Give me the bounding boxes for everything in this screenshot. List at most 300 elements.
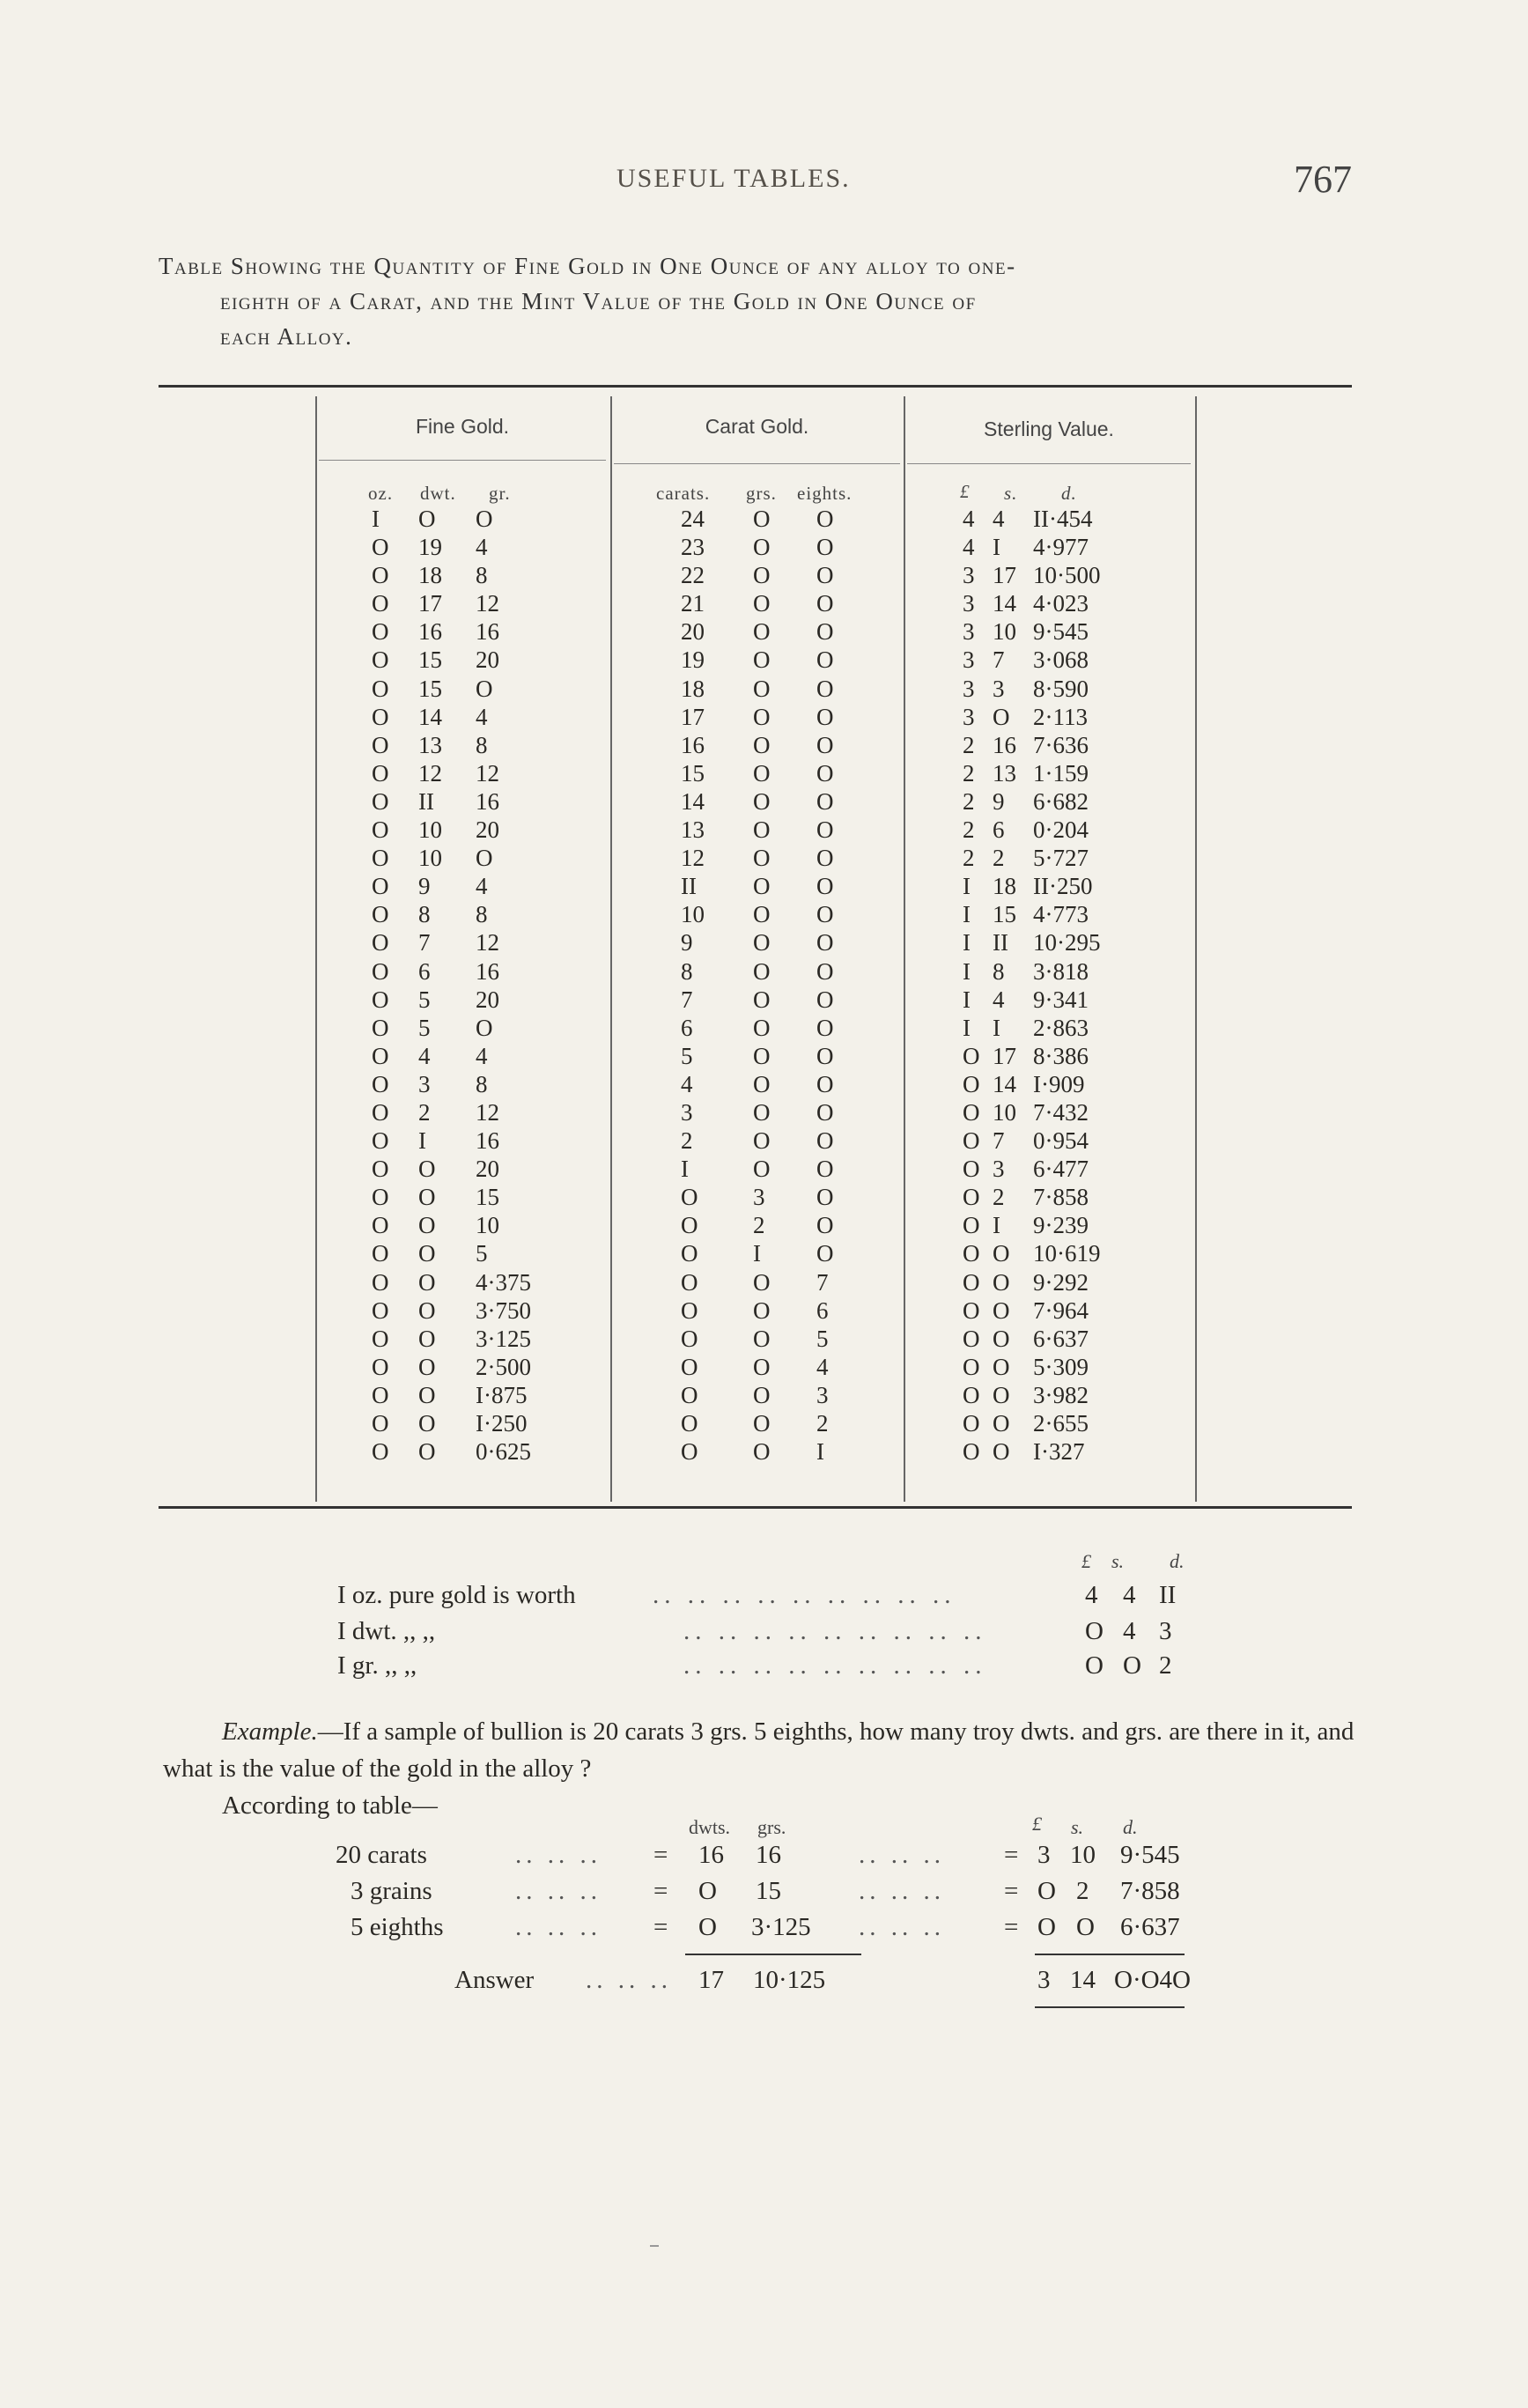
table-row <box>0 1071 1528 1099</box>
cell-sterling-pence: 4·977 <box>1033 534 1089 561</box>
cell-sterling-shillings: 14 <box>993 1070 1016 1097</box>
cell-carats: 4 <box>681 1070 693 1097</box>
cell-fine-oz: O <box>372 731 389 758</box>
answer-shillings: 14 <box>1070 1966 1096 1994</box>
example-paragraph <box>163 1713 1361 1824</box>
cell-sterling-pence: 5·309 <box>1033 1353 1089 1380</box>
cell-fine-oz: O <box>372 646 389 674</box>
cell-sterling-pounds: O <box>963 1268 980 1296</box>
cell-fine-dwt: 17 <box>418 590 442 617</box>
cell-sterling-pence: 7·432 <box>1033 1098 1089 1126</box>
cell-fine-oz: I <box>372 506 380 532</box>
cell-sterling-pence: 7·858 <box>1033 1184 1089 1211</box>
col-head-fine-gold: Fine Gold. <box>415 415 510 438</box>
cell-sterling-shillings: O <box>993 1240 1010 1267</box>
table-bottom-rule <box>159 1506 1352 1509</box>
cell-sterling-pence: 2·113 <box>1033 703 1088 730</box>
cell-carats: 16 <box>681 731 705 758</box>
cell-carats: 14 <box>681 787 705 815</box>
cell-fine-gr: O <box>476 506 493 532</box>
cell-sterling-pence: 3·068 <box>1033 646 1089 674</box>
worth-pence: 2 <box>1159 1651 1172 1680</box>
cell-sterling-pence: 9·239 <box>1033 1212 1089 1239</box>
worth-label: I dwt. ,, ,, <box>337 1617 436 1645</box>
cell-sterling-shillings: 8 <box>993 957 1005 985</box>
cell-fine-gr: 20 <box>476 1156 499 1183</box>
cell-fine-gr: 0·625 <box>476 1438 531 1466</box>
cell-carat-eighths: 2 <box>816 1410 829 1437</box>
cell-carat-grs: O <box>753 675 771 702</box>
cell-carats: 24 <box>681 506 705 532</box>
worth-shillings: 4 <box>1123 1581 1136 1609</box>
cell-carats: 23 <box>681 534 705 561</box>
table-row <box>0 590 1528 618</box>
table-top-rule <box>159 385 1352 388</box>
table-row <box>0 732 1528 760</box>
worth-shillings: O <box>1123 1651 1141 1680</box>
example-according: According to table— <box>222 1791 438 1820</box>
cell-sterling-pounds: O <box>963 1098 980 1126</box>
cell-fine-dwt: 5 <box>418 986 431 1013</box>
leader-dots: .. .. .. <box>859 1913 945 1941</box>
cell-sterling-pence: 2·863 <box>1033 1014 1089 1041</box>
cell-carat-eighths: O <box>816 675 834 702</box>
cell-carat-grs: O <box>753 590 771 617</box>
cell-fine-dwt: 9 <box>418 873 431 900</box>
table-row <box>0 1410 1528 1438</box>
cell-sterling-pence: 4·773 <box>1033 901 1089 928</box>
cell-carat-grs: O <box>753 534 771 561</box>
cell-sterling-shillings: O <box>993 703 1010 730</box>
cell-sterling-shillings: 2 <box>993 845 1005 872</box>
cell-fine-dwt: 5 <box>418 1014 431 1041</box>
cell-fine-gr: 2·500 <box>476 1353 531 1380</box>
cell-fine-gr: 5 <box>476 1240 488 1267</box>
answer-rule <box>1035 1954 1185 1955</box>
cell-sterling-pounds: 2 <box>963 845 975 872</box>
cell-carat-grs: O <box>753 986 771 1013</box>
cell-carat-grs: O <box>753 1296 771 1324</box>
cell-sterling-pence: 6·477 <box>1033 1156 1089 1183</box>
subhead-eighths: eights. <box>797 483 853 504</box>
worth-head-pounds: £ <box>1081 1550 1091 1572</box>
cell-carats: 7 <box>681 986 693 1013</box>
cell-carat-grs: O <box>753 1381 771 1408</box>
cell-sterling-pence: 7·964 <box>1033 1296 1089 1324</box>
cell-carats: O <box>681 1410 698 1437</box>
cell-sterling-shillings: 4 <box>993 506 1005 532</box>
cell-sterling-shillings: I <box>993 1014 1000 1041</box>
cell-sterling-shillings: 10 <box>993 618 1016 646</box>
cell-carat-eighths: 4 <box>816 1353 829 1380</box>
leader-dots: .. .. .. .. .. .. .. .. .. <box>683 1651 987 1680</box>
cell-carat-grs: I <box>753 1240 761 1267</box>
cell-fine-oz: O <box>372 1127 389 1155</box>
cell-fine-oz: O <box>372 1042 389 1069</box>
cell-sterling-pence: 10·295 <box>1033 929 1101 957</box>
worth-pence: 3 <box>1159 1617 1172 1645</box>
cell-carats: O <box>681 1296 698 1324</box>
cell-fine-oz: O <box>372 1070 389 1097</box>
cell-carat-grs: 3 <box>753 1184 765 1211</box>
cell-sterling-pence: 7·636 <box>1033 731 1089 758</box>
cell-carat-eighths: O <box>816 1156 834 1183</box>
example-row-label: 3 grains <box>351 1877 432 1905</box>
subhead-shillings: s. <box>1004 483 1018 504</box>
cell-sterling-pounds: O <box>963 1042 980 1069</box>
cell-carats: 9 <box>681 929 693 957</box>
answer-grs: 10·125 <box>753 1966 826 1994</box>
cell-fine-gr: 8 <box>476 1070 488 1097</box>
example-pence: 9·545 <box>1120 1841 1180 1869</box>
worth-head-pence: d. <box>1170 1550 1185 1572</box>
cell-sterling-pence: 4·023 <box>1033 590 1089 617</box>
cell-fine-dwt: 10 <box>418 845 442 872</box>
cell-fine-oz: O <box>372 534 389 561</box>
cell-sterling-pence: II·454 <box>1033 506 1093 532</box>
subhead-pounds: £ <box>960 481 971 502</box>
cell-carat-grs: O <box>753 1070 771 1097</box>
cell-carats: 18 <box>681 675 705 702</box>
cell-fine-oz: O <box>372 986 389 1013</box>
cell-fine-dwt: 16 <box>418 618 442 646</box>
cell-fine-oz: O <box>372 1438 389 1466</box>
example-pence: 7·858 <box>1120 1877 1180 1905</box>
cell-carats: 17 <box>681 703 705 730</box>
printer-mark <box>650 2245 659 2247</box>
cell-carat-grs: O <box>753 873 771 900</box>
table-row <box>0 1043 1528 1071</box>
cell-fine-gr: 16 <box>476 618 499 646</box>
ex-head-pence: d. <box>1123 1816 1138 1838</box>
title-line-2: eighth of a Carat, and the Mint Value of the Gold in One Ounce of <box>220 288 977 314</box>
cell-sterling-shillings: 7 <box>993 646 1005 674</box>
cell-fine-oz: O <box>372 1325 389 1352</box>
cell-carats: 19 <box>681 646 705 674</box>
cell-carat-grs: O <box>753 646 771 674</box>
table-row <box>0 1212 1528 1240</box>
table-row <box>0 958 1528 986</box>
cell-sterling-pence: 0·204 <box>1033 816 1089 844</box>
cell-carat-eighths: 5 <box>816 1325 829 1352</box>
cell-carat-eighths: O <box>816 646 834 674</box>
cell-sterling-pounds: 2 <box>963 816 975 844</box>
col-head-carat-gold: Carat Gold. <box>705 415 809 438</box>
cell-sterling-shillings: 4 <box>993 986 1005 1013</box>
cell-sterling-shillings: O <box>993 1325 1010 1352</box>
example-dwts: O <box>698 1913 717 1941</box>
ex-head-shillings: s. <box>1071 1816 1084 1838</box>
example-shillings: 2 <box>1076 1877 1089 1905</box>
col-head-sterling-value: Sterling Value. <box>984 417 1114 440</box>
cell-carat-eighths: I <box>816 1438 824 1466</box>
worth-shillings: 4 <box>1123 1617 1136 1645</box>
header-underline <box>319 460 606 461</box>
cell-carats: 6 <box>681 1014 693 1041</box>
cell-carat-eighths: O <box>816 1042 834 1069</box>
equals-sign: = <box>1004 1913 1019 1941</box>
cell-carat-eighths: 6 <box>816 1296 829 1324</box>
cell-carats: 15 <box>681 759 705 787</box>
cell-sterling-pounds: I <box>963 1014 971 1041</box>
leader-dots: .. .. .. <box>859 1877 945 1905</box>
cell-sterling-shillings: 18 <box>993 873 1016 900</box>
cell-fine-dwt: O <box>418 1240 436 1267</box>
cell-fine-gr: 12 <box>476 929 499 957</box>
cell-sterling-pounds: 3 <box>963 675 975 702</box>
leader-dots: .. .. .. .. .. .. .. .. .. <box>653 1581 956 1609</box>
cell-fine-gr: 8 <box>476 562 488 589</box>
cell-sterling-pence: 0·954 <box>1033 1127 1089 1155</box>
cell-sterling-shillings: O <box>993 1438 1010 1466</box>
cell-carat-grs: O <box>753 1156 771 1183</box>
cell-sterling-pounds: 3 <box>963 703 975 730</box>
cell-carat-eighths: O <box>816 534 834 561</box>
cell-carat-grs: O <box>753 1098 771 1126</box>
example-label: Example. <box>222 1717 318 1746</box>
ex-head-pounds: £ <box>1032 1813 1042 1835</box>
cell-fine-gr: 20 <box>476 816 499 844</box>
cell-sterling-pounds: 3 <box>963 590 975 617</box>
cell-sterling-shillings: O <box>993 1296 1010 1324</box>
worth-pence: II <box>1159 1581 1177 1609</box>
cell-carat-eighths: O <box>816 562 834 589</box>
example-shillings: O <box>1076 1913 1095 1941</box>
cell-carat-grs: O <box>753 1438 771 1466</box>
table-row <box>0 1354 1528 1382</box>
cell-fine-dwt: 10 <box>418 816 442 844</box>
cell-fine-dwt: O <box>418 1296 436 1324</box>
cell-fine-oz: O <box>372 1296 389 1324</box>
cell-fine-dwt: 8 <box>418 901 431 928</box>
cell-sterling-shillings: 15 <box>993 901 1016 928</box>
cell-carat-grs: 2 <box>753 1212 765 1239</box>
cell-fine-dwt: II <box>418 787 434 815</box>
cell-sterling-shillings: 17 <box>993 562 1016 589</box>
equals-sign: = <box>1004 1877 1019 1905</box>
cell-fine-dwt: 14 <box>418 703 442 730</box>
table-row <box>0 1184 1528 1212</box>
worth-pounds: O <box>1085 1617 1104 1645</box>
cell-sterling-shillings: 2 <box>993 1184 1005 1211</box>
cell-fine-oz: O <box>372 562 389 589</box>
cell-fine-dwt: O <box>418 1156 436 1183</box>
cell-fine-gr: 20 <box>476 646 499 674</box>
equals-sign: = <box>653 1913 668 1941</box>
cell-fine-gr: 4·375 <box>476 1268 531 1296</box>
example-grs: 15 <box>756 1877 781 1905</box>
cell-fine-gr: I·875 <box>476 1381 528 1408</box>
answer-rule <box>685 1954 861 1955</box>
cell-fine-gr: 4 <box>476 873 488 900</box>
cell-fine-dwt: 13 <box>418 731 442 758</box>
cell-carats: 10 <box>681 901 705 928</box>
cell-sterling-pounds: O <box>963 1156 980 1183</box>
cell-sterling-pounds: O <box>963 1381 980 1408</box>
cell-carat-eighths: O <box>816 590 834 617</box>
cell-carat-grs: O <box>753 506 771 532</box>
cell-sterling-pounds: I <box>963 901 971 928</box>
cell-carat-grs: O <box>753 1353 771 1380</box>
table-row <box>0 1269 1528 1297</box>
cell-sterling-pence: II·250 <box>1033 873 1093 900</box>
cell-fine-dwt: 7 <box>418 929 431 957</box>
cell-sterling-shillings: O <box>993 1353 1010 1380</box>
table-title <box>159 248 1365 354</box>
cell-sterling-pounds: O <box>963 1184 980 1211</box>
example-dwts: O <box>698 1877 717 1905</box>
table-row <box>0 704 1528 732</box>
cell-sterling-shillings: I <box>993 534 1000 561</box>
cell-sterling-pence: 10·500 <box>1033 562 1101 589</box>
cell-fine-gr: 12 <box>476 590 499 617</box>
cell-sterling-pence: 8·386 <box>1033 1042 1089 1069</box>
ex-head-grs: grs. <box>757 1816 786 1838</box>
equals-sign: = <box>653 1877 668 1905</box>
cell-fine-dwt: 4 <box>418 1042 431 1069</box>
cell-carat-grs: O <box>753 618 771 646</box>
cell-fine-oz: O <box>372 590 389 617</box>
cell-fine-dwt: O <box>418 1438 436 1466</box>
cell-sterling-pence: 8·590 <box>1033 675 1089 702</box>
leader-dots: .. .. .. <box>859 1841 945 1869</box>
cell-sterling-shillings: 14 <box>993 590 1016 617</box>
cell-carat-eighths: O <box>816 873 834 900</box>
cell-fine-dwt: O <box>418 1212 436 1239</box>
cell-sterling-shillings: 3 <box>993 675 1005 702</box>
cell-carat-eighths: 7 <box>816 1268 829 1296</box>
cell-sterling-pounds: 4 <box>963 534 975 561</box>
example-text <box>163 1713 1361 1787</box>
cell-carats: O <box>681 1184 698 1211</box>
cell-sterling-pounds: I <box>963 957 971 985</box>
cell-fine-gr: 15 <box>476 1184 499 1211</box>
answer-pence: O·O4O <box>1114 1966 1191 1994</box>
cell-sterling-pounds: 2 <box>963 731 975 758</box>
cell-fine-dwt: 6 <box>418 957 431 985</box>
cell-fine-gr: 10 <box>476 1212 499 1239</box>
ex-head-dwts: dwts. <box>689 1816 731 1838</box>
cell-fine-oz: O <box>372 957 389 985</box>
cell-sterling-pence: 1·159 <box>1033 759 1089 787</box>
cell-sterling-pence: I·909 <box>1033 1070 1085 1097</box>
example-shillings: 10 <box>1070 1841 1096 1869</box>
cell-fine-oz: O <box>372 759 389 787</box>
cell-fine-oz: O <box>372 1184 389 1211</box>
table-row <box>0 816 1528 845</box>
table-row <box>0 986 1528 1015</box>
cell-fine-gr: 16 <box>476 787 499 815</box>
cell-sterling-shillings: II <box>993 929 1008 957</box>
cell-carats: O <box>681 1240 698 1267</box>
cell-fine-gr: O <box>476 845 493 872</box>
cell-sterling-pounds: 3 <box>963 618 975 646</box>
cell-sterling-pounds: O <box>963 1438 980 1466</box>
cell-fine-dwt: O <box>418 506 436 532</box>
cell-fine-dwt: 2 <box>418 1098 431 1126</box>
cell-fine-dwt: 3 <box>418 1070 431 1097</box>
cell-carats: O <box>681 1438 698 1466</box>
cell-fine-gr: 4 <box>476 1042 488 1069</box>
cell-fine-oz: O <box>372 1098 389 1126</box>
cell-sterling-shillings: I <box>993 1212 1000 1239</box>
cell-sterling-shillings: 3 <box>993 1156 1005 1183</box>
cell-fine-gr: 20 <box>476 986 499 1013</box>
cell-sterling-pounds: O <box>963 1070 980 1097</box>
subhead-carats: carats. <box>656 483 711 504</box>
cell-fine-oz: O <box>372 618 389 646</box>
cell-fine-oz: O <box>372 675 389 702</box>
cell-carat-grs: O <box>753 1410 771 1437</box>
table-row <box>0 562 1528 590</box>
cell-carats: 20 <box>681 618 705 646</box>
page-number: 767 <box>1294 158 1352 201</box>
leader-dots: .. .. .. <box>515 1841 602 1869</box>
cell-carat-eighths: O <box>816 1014 834 1041</box>
cell-carat-grs: O <box>753 901 771 928</box>
table-row <box>0 1015 1528 1043</box>
cell-fine-oz: O <box>372 1212 389 1239</box>
cell-carat-grs: O <box>753 1014 771 1041</box>
table-row <box>0 760 1528 788</box>
example-row-label: 5 eighths <box>351 1913 444 1941</box>
cell-carat-eighths: O <box>816 816 834 844</box>
leader-dots: .. .. .. <box>515 1877 602 1905</box>
cell-fine-gr: O <box>476 675 493 702</box>
cell-carat-eighths: O <box>816 1127 834 1155</box>
cell-carats: O <box>681 1381 698 1408</box>
cell-sterling-pence: 6·682 <box>1033 787 1089 815</box>
cell-fine-oz: O <box>372 1156 389 1183</box>
table-row <box>0 929 1528 957</box>
cell-carat-eighths: O <box>816 901 834 928</box>
cell-fine-dwt: O <box>418 1353 436 1380</box>
table-row <box>0 901 1528 929</box>
worth-label: I oz. pure gold is worth <box>337 1581 576 1609</box>
cell-sterling-pence: 3·982 <box>1033 1381 1089 1408</box>
worth-label: I gr. ,, ,, <box>337 1651 417 1680</box>
cell-fine-dwt: 18 <box>418 562 442 589</box>
table-row <box>0 1099 1528 1127</box>
cell-carats: 13 <box>681 816 705 844</box>
cell-sterling-shillings: O <box>993 1381 1010 1408</box>
table-row <box>0 1297 1528 1326</box>
cell-carat-grs: O <box>753 1127 771 1155</box>
table-row <box>0 845 1528 873</box>
table-row <box>0 1438 1528 1466</box>
cell-carats: 8 <box>681 957 693 985</box>
cell-carats: 21 <box>681 590 705 617</box>
cell-fine-dwt: O <box>418 1381 436 1408</box>
cell-sterling-pounds: O <box>963 1240 980 1267</box>
cell-carat-eighths: O <box>816 845 834 872</box>
cell-fine-dwt: 19 <box>418 534 442 561</box>
cell-fine-gr: I·250 <box>476 1410 528 1437</box>
table-row <box>0 534 1528 562</box>
cell-fine-gr: 4 <box>476 534 488 561</box>
example-pounds: O <box>1037 1913 1056 1941</box>
cell-fine-gr: 3·750 <box>476 1296 531 1324</box>
cell-carat-grs: O <box>753 1325 771 1352</box>
table-row <box>0 873 1528 901</box>
cell-fine-gr: 4 <box>476 703 488 730</box>
cell-carats: 3 <box>681 1098 693 1126</box>
cell-fine-dwt: 15 <box>418 646 442 674</box>
cell-fine-dwt: 12 <box>418 759 442 787</box>
example-pounds: O <box>1037 1877 1056 1905</box>
cell-sterling-pence: 9·341 <box>1033 986 1089 1013</box>
cell-sterling-pence: 9·545 <box>1033 618 1089 646</box>
